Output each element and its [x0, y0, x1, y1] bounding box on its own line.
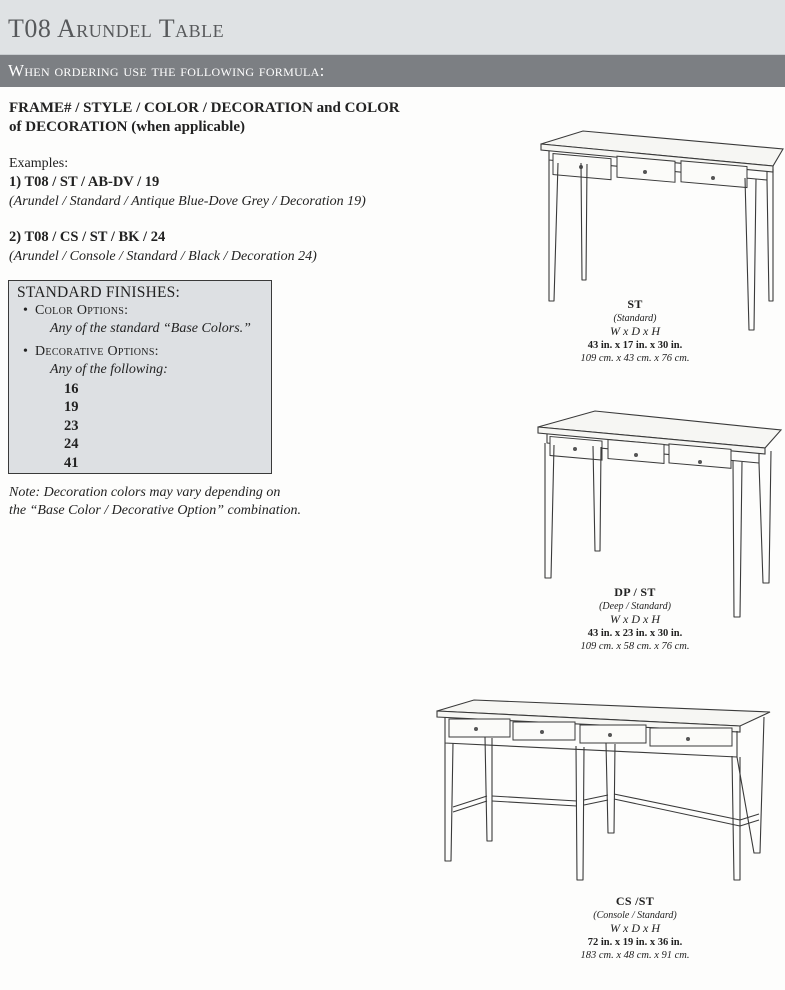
decoration-number: 23 [64, 417, 79, 434]
standard-finishes-box [8, 280, 272, 474]
dimension-label: W x D x H [610, 324, 660, 338]
dimensions-inches: 72 in. x 19 in. x 36 in. [587, 936, 683, 948]
dimension-label: W x D x H [610, 612, 660, 626]
examples-label: Examples: [9, 156, 69, 171]
dimensions-inches: 43 in. x 23 in. x 30 in. [587, 627, 683, 639]
table-code: DP / ST [614, 585, 656, 599]
examples-section [9, 154, 366, 266]
decoration-number: 16 [64, 381, 79, 397]
example-2 [9, 228, 366, 247]
example-2-desc: (Arundel / Console / Standard / Black / Decoration 24) [9, 249, 317, 264]
note-line-1: Note: Decoration colors may vary depending on [9, 485, 281, 500]
order-formula [9, 99, 429, 137]
standard-table-caption [560, 298, 710, 366]
example-2-num: 2) [9, 229, 25, 245]
table-code: CS /ST [615, 894, 655, 908]
example-1 [9, 173, 366, 192]
formula-heading: When ordering use the following formula: [8, 61, 325, 80]
example-1-num: 1) [9, 174, 25, 190]
bullet-icon: • [23, 344, 29, 359]
formula-line-2-note: (when applicable) [127, 119, 245, 135]
formula-line-2 [9, 118, 429, 137]
decoration-number: 41 [64, 454, 79, 471]
bullet-icon: • [23, 303, 29, 318]
formula-bar [0, 55, 785, 87]
title-bar [0, 0, 785, 55]
dimensions-cm: 183 cm. x 48 cm. x 91 cm. [580, 950, 690, 961]
example-1-code: T08 / ST / AB-DV / 19 [24, 174, 160, 190]
decorative-options-title [23, 344, 159, 360]
example-2-code: T08 / CS / ST / BK / 24 [24, 229, 166, 245]
finishes-heading: STANDARD FINISHES: [17, 284, 180, 301]
console-table-illustration [434, 695, 774, 890]
table-code: ST [627, 297, 643, 311]
note-line-2: the “Base Color / Decorative Option” combination. [9, 503, 302, 518]
example-1-desc: (Arundel / Standard / Antique Blue-Dove Grey / Decoration 19) [9, 194, 366, 209]
color-options-desc: Any of the standard “Base Colors.” [50, 321, 251, 336]
color-options-label: Color Options: [35, 303, 129, 318]
deep-table-caption [560, 586, 710, 654]
decoration-note [9, 484, 301, 520]
decoration-number: 24 [64, 436, 79, 453]
table-style-name: (Console / Standard) [593, 909, 677, 921]
table-style-name: (Deep / Standard) [599, 600, 671, 612]
decorative-options-desc: Any of the following: [50, 362, 168, 377]
dimension-label: W x D x H [610, 921, 660, 935]
dimensions-cm: 109 cm. x 43 cm. x 76 cm. [580, 353, 690, 364]
dimensions-inches: 43 in. x 17 in. x 30 in. [587, 339, 683, 351]
console-table-caption [560, 895, 710, 963]
formula-line-2-bold: of DECORATION [9, 119, 128, 135]
page-title: T08 Arundel Table [8, 14, 225, 43]
color-options-title [23, 303, 129, 319]
decoration-number: 19 [64, 399, 79, 416]
formula-line-1: FRAME# / STYLE / COLOR / DECORATION and COLOR [9, 100, 400, 116]
decorative-options-label: Decorative Options: [35, 344, 159, 359]
decoration-number-list [64, 380, 79, 472]
dimensions-cm: 109 cm. x 58 cm. x 76 cm. [580, 641, 690, 652]
table-style-name: (Standard) [613, 312, 657, 324]
